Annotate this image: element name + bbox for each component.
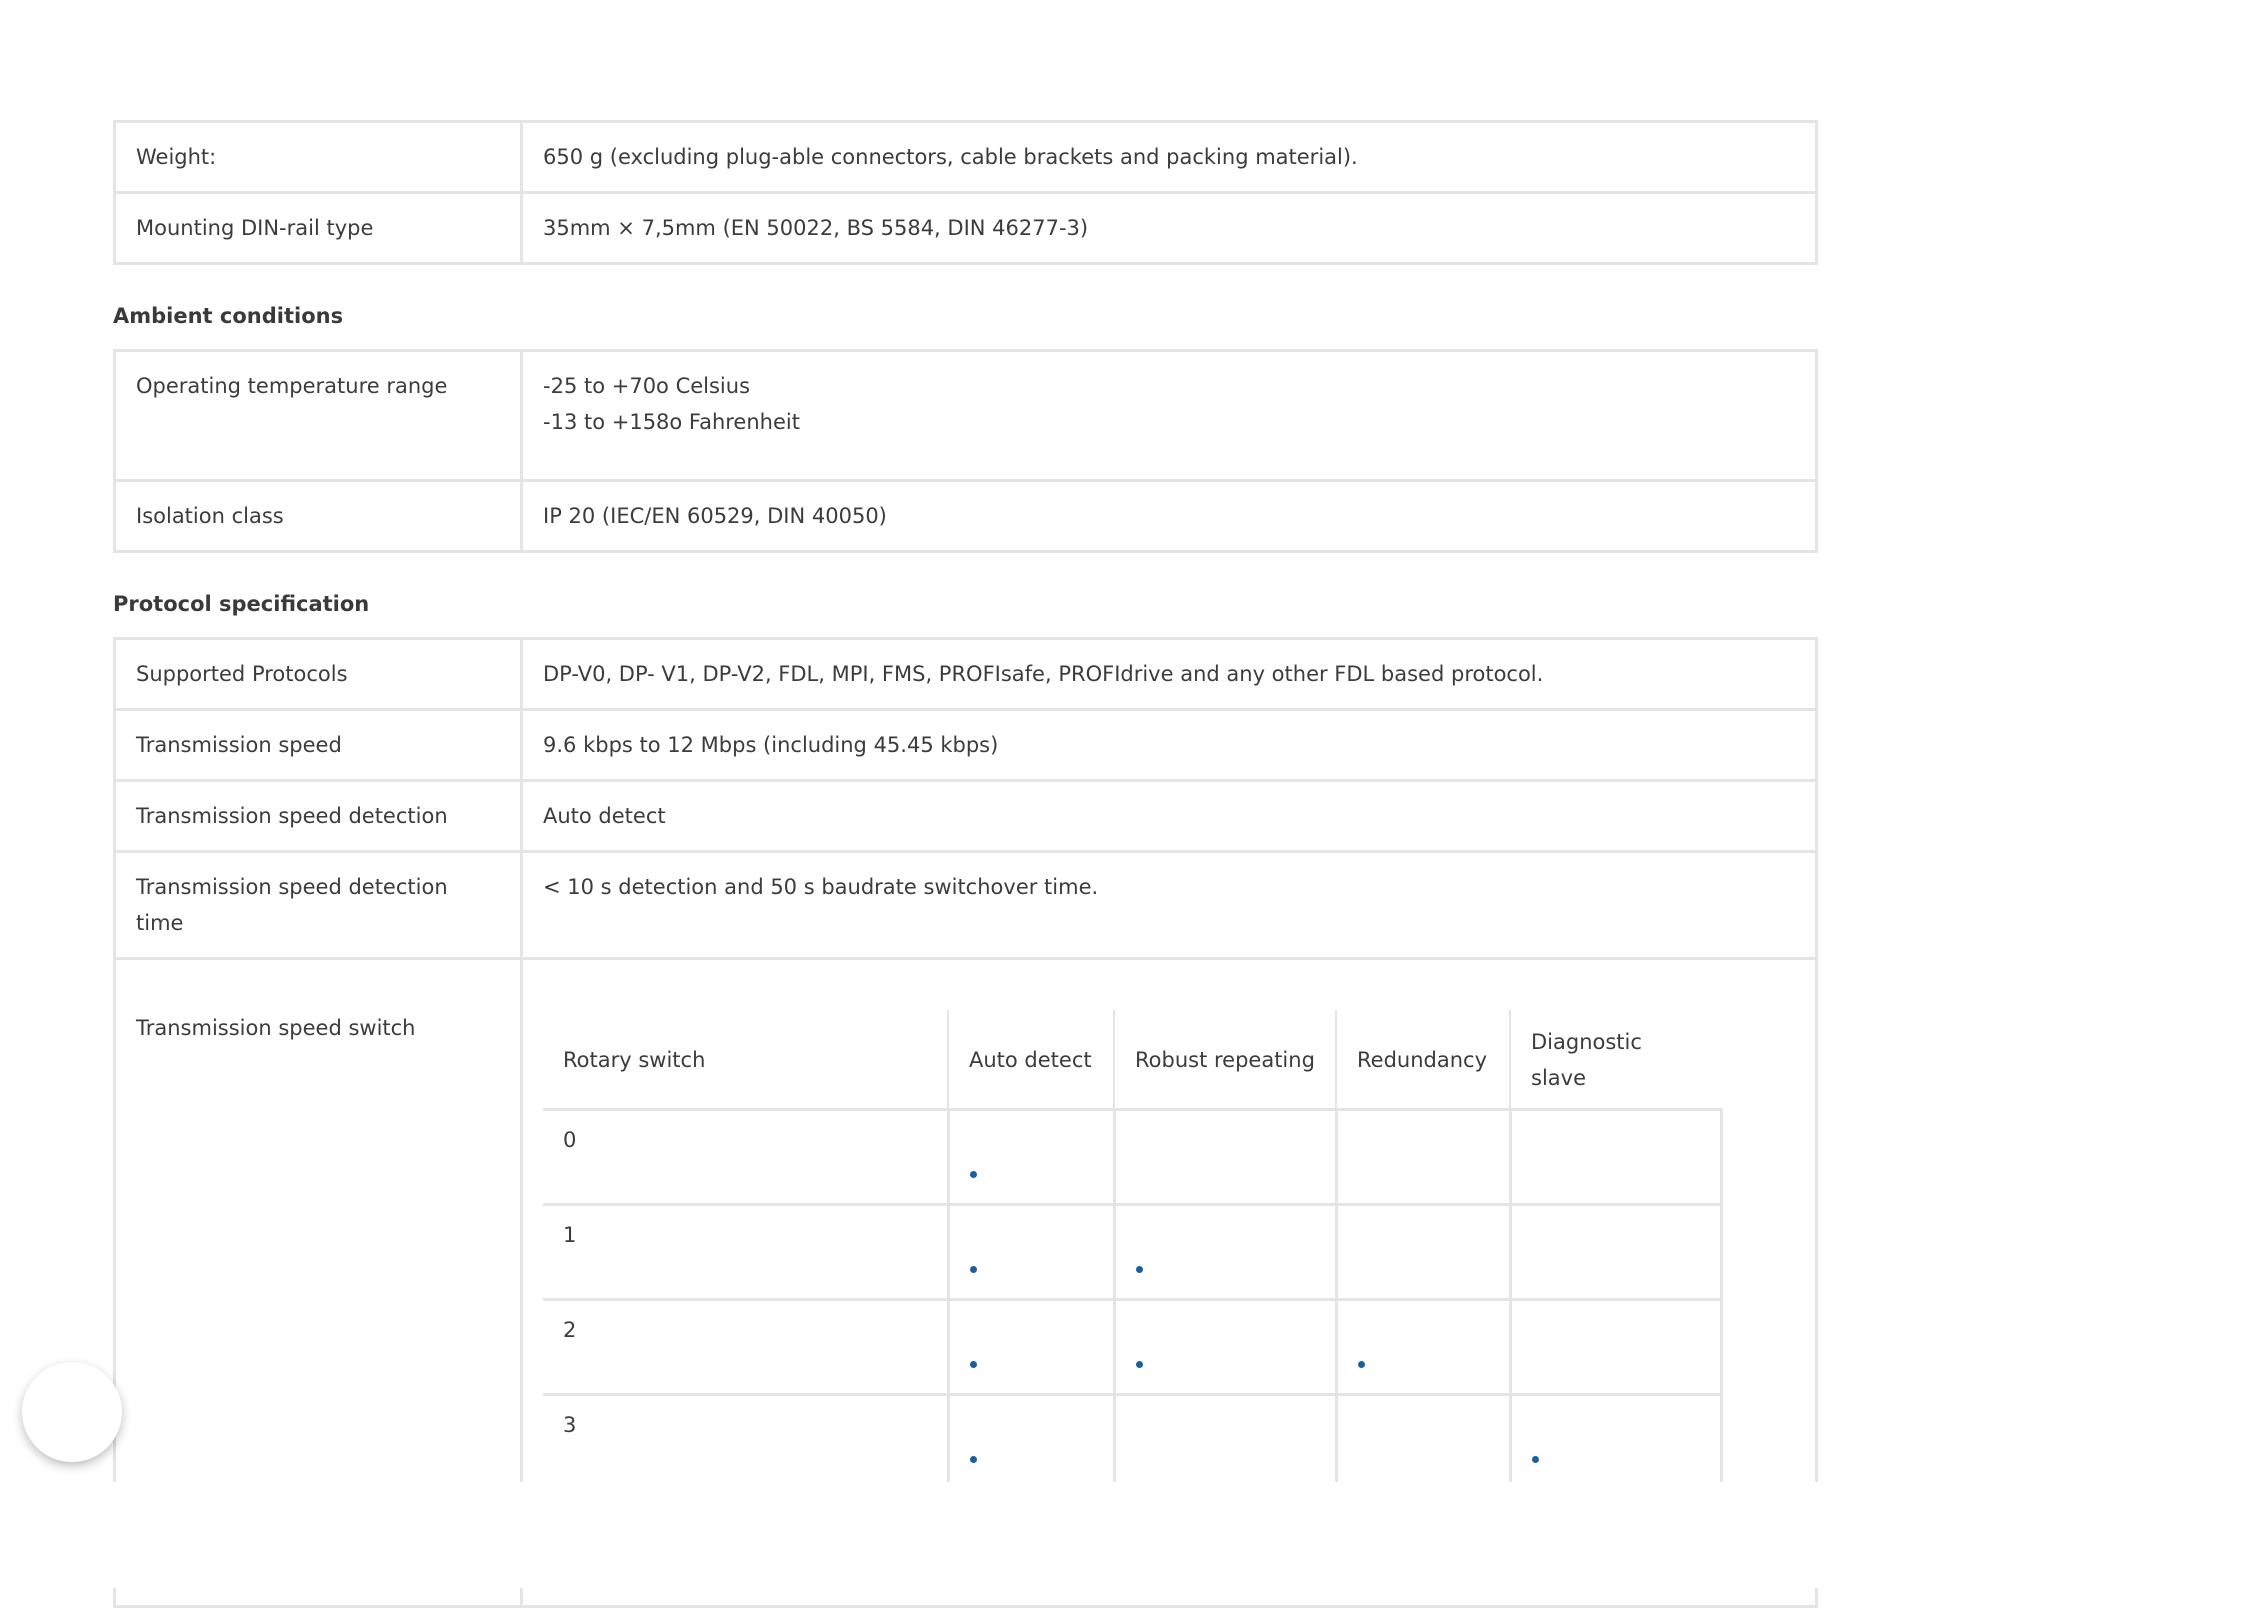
spec-label: Transmission speed switch [115, 959, 522, 1607]
spec-label: Transmission speed [115, 710, 522, 781]
feature-cell [1114, 1110, 1336, 1205]
table-row [115, 351, 1817, 481]
spec-value: < 10 s detection and 50 s baudrate switchover time. [522, 852, 1817, 959]
feature-cell [948, 1395, 1114, 1490]
protocol-heading: Protocol specification [113, 592, 370, 616]
rotary-position: 0 [563, 1128, 577, 1152]
spec-value [522, 351, 1817, 481]
spec-value: 650 g (excluding plug-able connectors, cable brackets and packing material). [522, 122, 1817, 193]
bullet-icon [970, 1361, 977, 1368]
table-row [543, 1110, 1721, 1205]
rotary-position-cell [543, 1300, 948, 1395]
spec-label: Transmission speed detection [115, 781, 522, 852]
spec-value: 35mm × 7,5mm (EN 50022, BS 5584, DIN 46277-3) [522, 193, 1817, 264]
table-row [115, 193, 1817, 264]
rotary-position-cell [543, 1205, 948, 1300]
feature-cell [1510, 1110, 1721, 1205]
bullet-icon [1358, 1361, 1365, 1368]
general-spec-table [113, 120, 1818, 265]
rotary-position-cell [543, 1395, 948, 1490]
bullet-icon [1532, 1456, 1539, 1463]
feature-cell [1114, 1300, 1336, 1395]
table-row [543, 1205, 1721, 1300]
spec-value: IP 20 (IEC/EN 60529, DIN 40050) [522, 481, 1817, 552]
feature-cell [1510, 1300, 1721, 1395]
temperature-celsius: -25 to +70o Celsius [543, 374, 751, 398]
bullet-icon [1136, 1361, 1143, 1368]
feature-cell [1336, 1395, 1510, 1490]
feature-cell [1114, 1395, 1336, 1490]
spec-label: Supported Protocols [115, 639, 522, 710]
bullet-icon [970, 1171, 977, 1178]
protocol-spec-table [113, 637, 1818, 1608]
column-header: Redundancy [1336, 1010, 1510, 1110]
column-header: Auto detect [948, 1010, 1114, 1110]
bullet-icon [1136, 1266, 1143, 1273]
column-header: Robust repeating [1114, 1010, 1336, 1110]
feature-cell [1114, 1205, 1336, 1300]
table-row [115, 710, 1817, 781]
spec-value: Auto detect [522, 781, 1817, 852]
spec-value: DP-V0, DP- V1, DP-V2, FDL, MPI, FMS, PROFIsafe, PROFIdrive and any other FDL based protocol. [522, 639, 1817, 710]
feature-cell [1336, 1205, 1510, 1300]
spec-value: 9.6 kbps to 12 Mbps (including 45.45 kbps) [522, 710, 1817, 781]
spec-label: Mounting DIN-rail type [115, 193, 522, 264]
temperature-fahrenheit: -13 to +158o Fahrenheit [543, 410, 800, 434]
rotary-position: 3 [563, 1413, 577, 1437]
bullet-icon [970, 1456, 977, 1463]
table-row [115, 639, 1817, 710]
rotary-position: 2 [563, 1318, 577, 1342]
feature-cell [1336, 1110, 1510, 1205]
page-bottom [0, 1482, 2245, 1588]
feature-cell [948, 1110, 1114, 1205]
feature-cell [1510, 1205, 1721, 1300]
ambient-spec-table [113, 349, 1818, 553]
spec-page [113, 120, 1818, 1608]
feature-cell [948, 1300, 1114, 1395]
column-header: Diagnostic slave [1510, 1010, 1721, 1110]
column-header: Rotary switch [543, 1010, 948, 1110]
spec-label: Operating temperature range [115, 351, 522, 481]
feature-cell [1336, 1300, 1510, 1395]
table-row [115, 852, 1817, 959]
table-row [543, 1395, 1721, 1490]
spec-label: Weight: [115, 122, 522, 193]
spec-label: Isolation class [115, 481, 522, 552]
floating-action-button[interactable] [22, 1362, 122, 1462]
table-row [115, 781, 1817, 852]
table-row [543, 1300, 1721, 1395]
bullet-icon [970, 1266, 977, 1273]
feature-cell [948, 1205, 1114, 1300]
table-row [115, 122, 1817, 193]
feature-cell [1510, 1395, 1721, 1490]
rotary-position-cell [543, 1110, 948, 1205]
table-row [115, 481, 1817, 552]
ambient-heading: Ambient conditions [113, 304, 344, 328]
spec-label: Transmission speed detection time [115, 852, 522, 959]
rotary-position: 1 [563, 1223, 577, 1247]
rotary-header-row [543, 1010, 1721, 1110]
